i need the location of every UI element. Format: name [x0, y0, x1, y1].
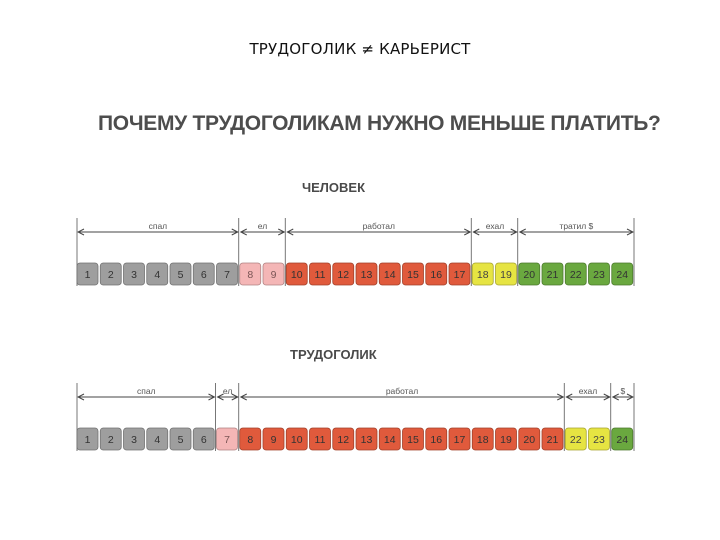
hour-number: 2: [107, 269, 114, 281]
hour-number: 17: [453, 434, 466, 446]
hour-number: 14: [383, 269, 396, 281]
hour-number: 20: [523, 269, 536, 281]
hour-number: 9: [270, 269, 277, 281]
hour-number: 11: [314, 269, 326, 281]
hour-number: 9: [270, 434, 277, 446]
hour-number: 16: [430, 434, 443, 446]
hour-number: 6: [200, 434, 207, 446]
hour-number: 22: [569, 269, 582, 281]
hour-number: 21: [546, 269, 559, 281]
segment-label-drive: ехал: [485, 221, 505, 231]
hour-number: 4: [154, 434, 161, 446]
segment-label-eat: ел: [257, 221, 268, 231]
hour-number: 4: [154, 269, 161, 281]
hour-number: 19: [500, 434, 512, 446]
timeline-1-title: ЧЕЛОВЕК: [302, 180, 366, 195]
hour-number: 3: [131, 269, 137, 281]
segment-label-spend: $: [620, 386, 626, 396]
hour-number: 18: [476, 434, 489, 446]
hour-number: 19: [500, 269, 512, 281]
hour-number: 24: [616, 269, 629, 281]
hour-number: 8: [247, 269, 254, 281]
segment-label-eat: ел: [222, 386, 233, 396]
segment-label-sleep: спал: [136, 386, 156, 396]
hour-number: 21: [546, 434, 559, 446]
hour-number: 15: [407, 434, 419, 446]
segment-label-spend: тратил $: [559, 221, 594, 231]
hour-number: 23: [593, 269, 605, 281]
segment-label-work: работал: [362, 221, 395, 231]
timeline-2-title: ТРУДОГОЛИК: [290, 347, 377, 362]
main-heading: ПОЧЕМУ ТРУДОГОЛИКАМ НУЖНО МЕНЬШЕ ПЛАТИТЬ?: [98, 112, 661, 135]
timeline-workaholic: [77, 383, 634, 451]
hour-number: 1: [84, 269, 91, 281]
hour-number: 11: [314, 434, 326, 446]
hour-number: 12: [337, 269, 350, 281]
hour-number: 3: [131, 434, 137, 446]
hour-number: 12: [337, 434, 350, 446]
hour-number: 5: [177, 434, 184, 446]
hour-number: 23: [593, 434, 605, 446]
hour-number: 18: [476, 269, 489, 281]
hour-number: 1: [84, 434, 91, 446]
slide-title: ТРУДОГОЛИК ≠ КАРЬЕРИСТ: [249, 40, 471, 58]
hour-number: 24: [616, 434, 629, 446]
hour-number: 2: [107, 434, 114, 446]
segment-label-drive: ехал: [578, 386, 598, 396]
segment-label-sleep: спал: [148, 221, 168, 231]
hour-number: 20: [523, 434, 536, 446]
hour-number: 16: [430, 269, 443, 281]
hour-number: 6: [200, 269, 207, 281]
hour-number: 7: [224, 269, 230, 281]
hour-number: 22: [569, 434, 582, 446]
hour-number: 7: [224, 434, 230, 446]
hour-number: 8: [247, 434, 254, 446]
hour-number: 13: [360, 269, 373, 281]
timeline-human: [77, 218, 634, 286]
hour-number: 14: [383, 434, 396, 446]
hour-number: 10: [290, 434, 303, 446]
hour-number: 13: [360, 434, 373, 446]
hour-number: 10: [290, 269, 303, 281]
hour-number: 15: [407, 269, 419, 281]
hour-number: 5: [177, 269, 184, 281]
segment-label-work: работал: [385, 386, 419, 396]
hour-number: 17: [453, 269, 466, 281]
